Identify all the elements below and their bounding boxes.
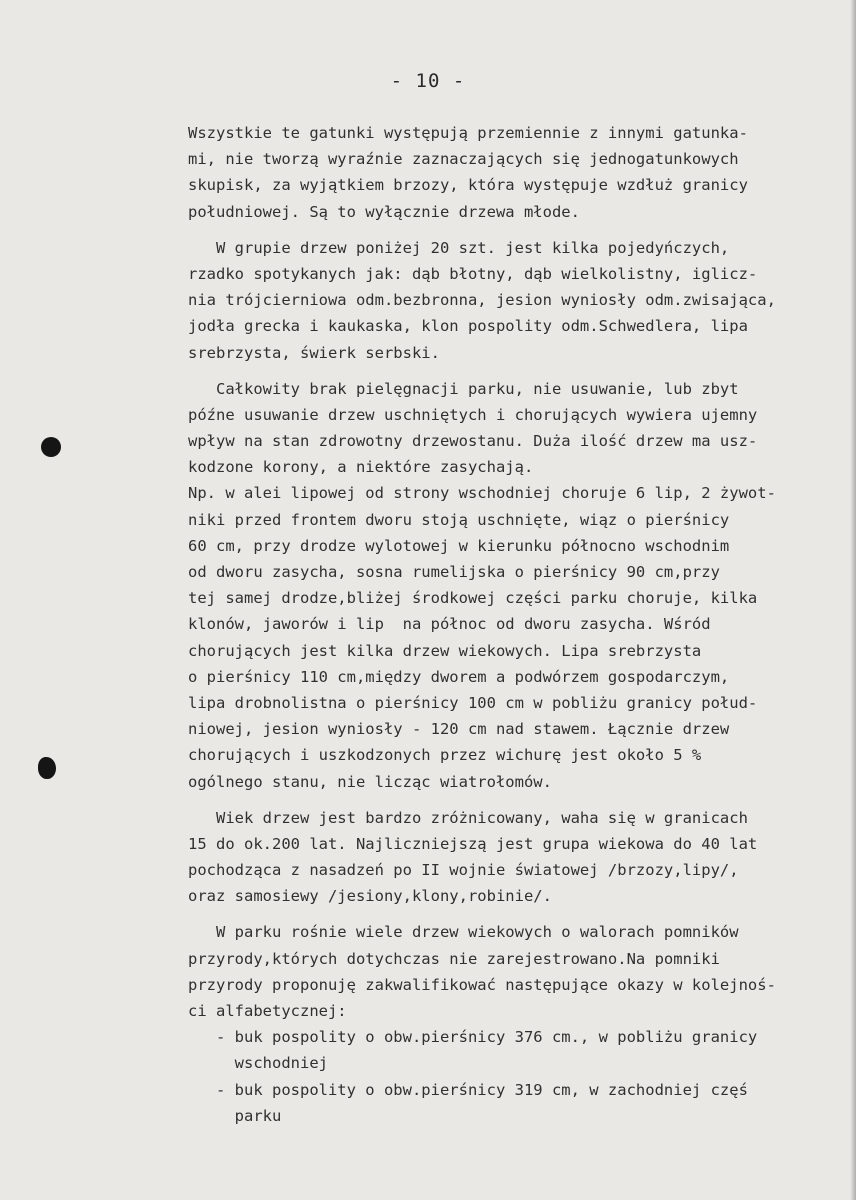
text-line: niowej, jesion wyniosły - 120 cm nad stawem. Łącznie drzew (188, 720, 730, 739)
list-item: - buk pospolity o obw.pierśnicy 376 cm., w pobliżu granicy (188, 1028, 758, 1047)
paragraph (188, 919, 843, 1129)
text-line: chorujących jest kilka drzew wiekowych. Lipa srebrzysta (188, 641, 702, 660)
page-edge-shadow (850, 0, 856, 1200)
text-line: W parku rośnie wiele drzew wiekowych o walorach pomników (188, 923, 739, 942)
page-number: - 10 - (390, 70, 466, 92)
list-item: - buk pospolity o obw.pierśnicy 319 cm, w zachodniej częś (188, 1080, 748, 1099)
text-line: 60 cm, przy drodze wylotowej w kierunku północno wschodnim (188, 536, 730, 555)
text-line: tej samej drodze,bliżej środkowej części parku choruje, kilka (188, 589, 758, 608)
list-item-continuation: parku (188, 1106, 282, 1125)
text-line: nia trójcierniowa odm.bezbronna, jesion wyniosły odm.zwisająca, (188, 291, 776, 310)
text-line: chorujących i uszkodzonych przez wichurę jest około 5 % (188, 746, 702, 765)
text-line: pochodząca z nasadzeń po II wojnie światowej /brzozy,lipy/, (188, 861, 739, 880)
text-line: srebrzysta, świerk serbski. (188, 343, 440, 362)
text-line: o pierśnicy 110 cm,między dworem a podwórzem gospodarczym, (188, 667, 730, 686)
text-line: oraz samosiewy /jesiony,klony,robinie/. (188, 887, 552, 906)
punch-hole (38, 757, 56, 779)
text-line: przyrody proponuję zakwalifikować następujące okazy w kolejnoś- (188, 975, 776, 994)
text-line: Wiek drzew jest bardzo zróżnicowany, waha się w granicach (188, 808, 748, 827)
punch-hole (41, 437, 61, 457)
text-line: mi, nie tworzą wyraźnie zaznaczających się jednogatunkowych (188, 150, 739, 169)
paragraph (188, 376, 843, 795)
text-line: W grupie drzew poniżej 20 szt. jest kilka pojedyńczych, (188, 238, 730, 257)
text-line: od dworu zasycha, sosna rumelijska o pierśnicy 90 cm,przy (188, 563, 720, 581)
paragraph (188, 235, 843, 366)
text-line: ci alfabetycznej: (188, 1002, 347, 1020)
text-line: 15 do ok.200 lat. Najliczniejszą jest grupa wiekowa do 40 lat (188, 834, 758, 853)
text-line: rzadko spotykanych jak: dąb błotny, dąb wielkolistny, iglicz- (188, 264, 758, 283)
paragraph (188, 120, 843, 225)
paragraph (188, 805, 843, 910)
text-line: kodzone korony, a niektóre zasychają. (188, 458, 534, 477)
text-line: skupisk, za wyjątkiem brzozy, która występuje wzdłuż granicy (188, 176, 748, 195)
text-line: Całkowity brak pielęgnacji parku, nie usuwanie, lub zbyt (188, 379, 739, 398)
text-line: lipa drobnolistna o pierśnicy 100 cm w pobliżu granicy połud- (188, 693, 758, 712)
list-item-continuation: wschodniej (188, 1054, 328, 1073)
text-line: Wszystkie te gatunki występują przemiennie z innymi gatunka- (188, 124, 748, 142)
document-body (188, 120, 843, 1129)
text-line: wpływ na stan zdrowotny drzewostanu. Duża ilość drzew ma usz- (188, 432, 758, 451)
text-line: klonów, jaworów i lip na północ od dworu zasycha. Wśród (188, 615, 711, 634)
text-line: przyrody,których dotychczas nie zarejestrowano.Na pomniki (188, 949, 720, 968)
text-line: niki przed frontem dworu stoją uschnięte, wiąz o pierśnicy (188, 510, 730, 529)
text-line: ogólnego stanu, nie licząc wiatrołomów. (188, 772, 552, 791)
text-line: późne usuwanie drzew uschniętych i chorujących wywiera ujemny (188, 405, 758, 424)
text-line: jodła grecka i kaukaska, klon pospolity odm.Schwedlera, lipa (188, 317, 748, 336)
text-line: Np. w alei lipowej od strony wschodniej choruje 6 lip, 2 żywot- (188, 484, 776, 503)
text-line: południowej. Są to wyłącznie drzewa młode. (188, 202, 580, 221)
